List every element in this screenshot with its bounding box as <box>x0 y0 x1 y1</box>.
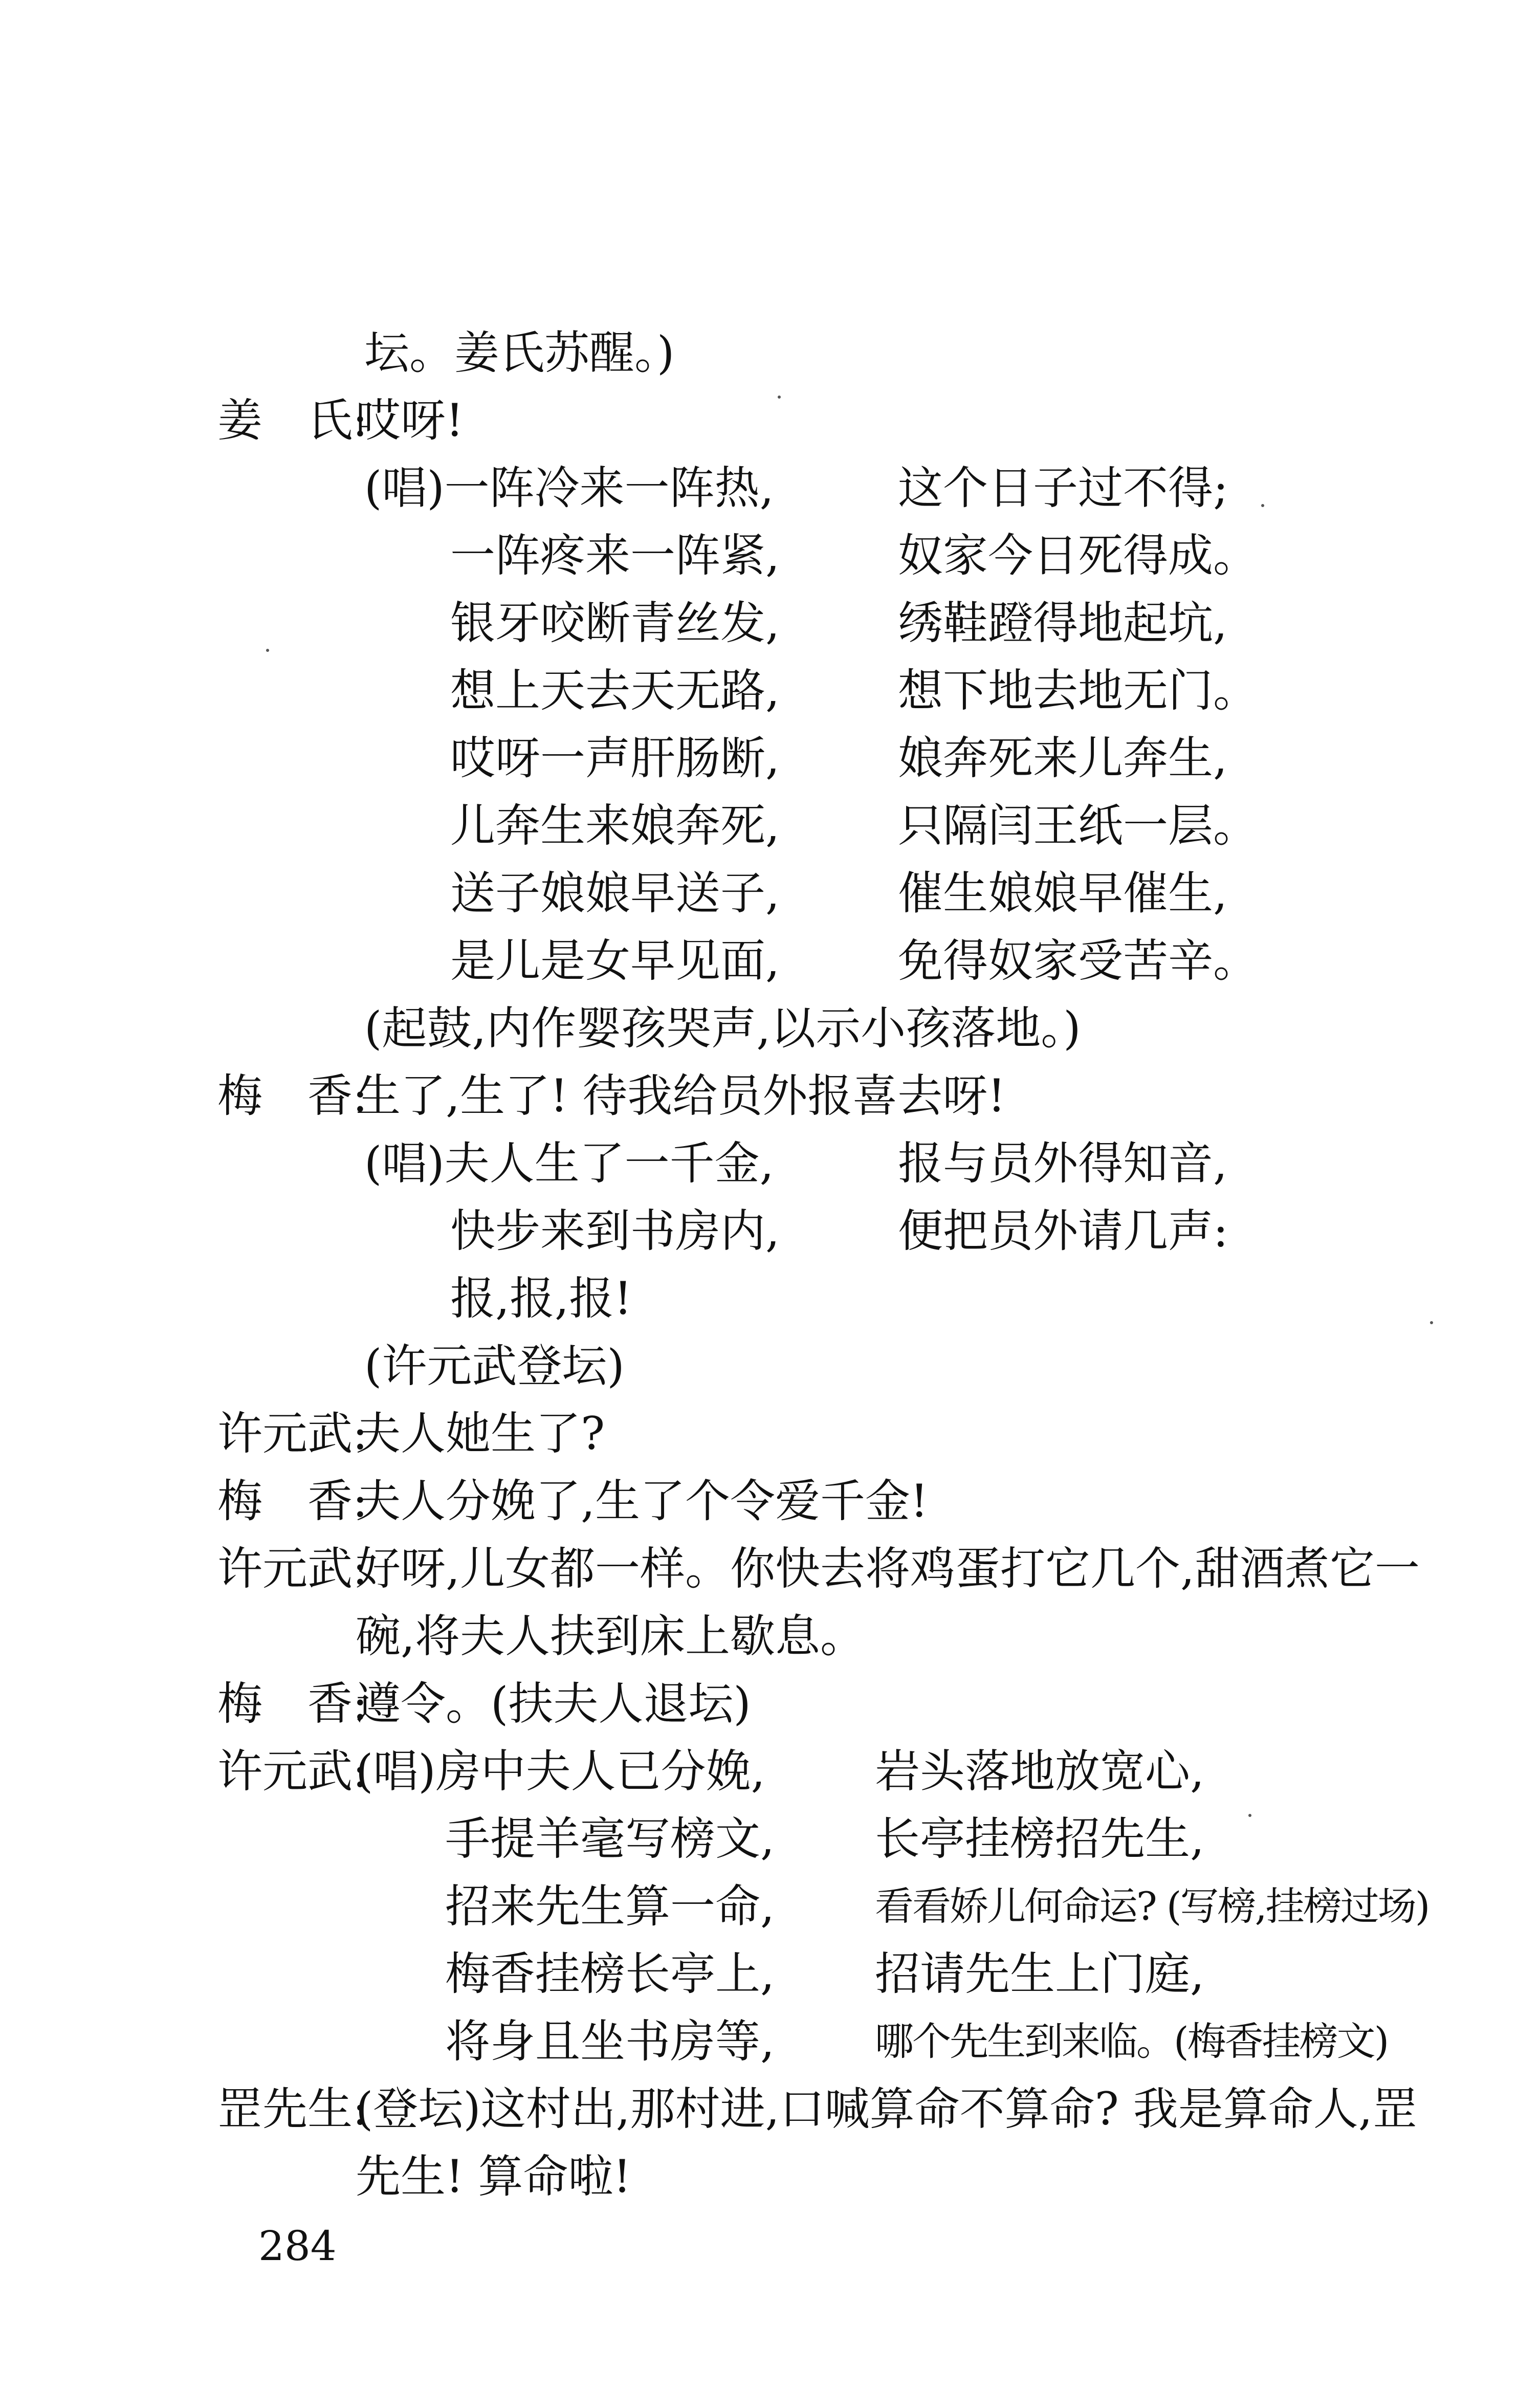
line-text: 快步来到书房内, <box>450 1204 780 1257</box>
line-text: 想上天去天无路, <box>450 664 780 717</box>
line-text: 儿奔生来娘奔死, <box>450 799 780 852</box>
line-text: 手提羊毫写榜文, <box>445 1812 775 1865</box>
line-text: 长亭挂榜招先生, <box>875 1812 1204 1865</box>
line-text: 奴家今日死得成。 <box>898 529 1259 582</box>
verse-line-left <box>364 1138 774 1189</box>
line-text: 催生娘娘早催生, <box>898 867 1227 919</box>
text-line <box>217 395 464 446</box>
scan-speck <box>778 396 781 399</box>
line-text: 免得奴家受苦辛。 <box>898 934 1259 987</box>
line-text: 报与员外得知音, <box>898 1137 1227 1190</box>
speaker-name: 梅 香: <box>217 1677 368 1730</box>
verse-line-left <box>450 665 780 716</box>
verse-line-right <box>898 665 1258 716</box>
line-text: 碗,将夫人扶到床上歇息。 <box>356 1610 865 1662</box>
line-text: 便把员外请几声: <box>898 1204 1228 1257</box>
verse-line-left <box>450 1206 780 1257</box>
verse-line-left <box>450 935 780 987</box>
verse-line-right <box>875 1881 1428 1932</box>
text-line <box>217 1476 928 1527</box>
line-text: (许元武登坛) <box>364 1340 625 1392</box>
line-text: 银牙咬断青丝发, <box>450 597 780 649</box>
verse-line-right <box>875 2016 1388 2067</box>
verse-line-left <box>445 1813 775 1865</box>
scan-speck <box>266 649 269 652</box>
line-text: 夫人分娩了,生了个令爱千金! <box>356 1475 929 1527</box>
line-text: 夫人她生了? <box>356 1407 605 1460</box>
line-text: 好呀,儿女都一样。你快去将鸡蛋打它几个,甜酒煮它一 <box>356 1542 1420 1595</box>
line-text: 这个日子过不得; <box>898 462 1228 514</box>
verse-line-right <box>898 733 1227 784</box>
verse-line-right <box>875 1813 1204 1865</box>
line-text: 想下地去地无门。 <box>898 664 1259 717</box>
verse-line-left <box>450 530 780 581</box>
speaker-name: 梅 香: <box>217 1069 368 1122</box>
page-number: 284 <box>258 2222 337 2270</box>
line-text: 只隔闫王纸一层。 <box>898 799 1259 852</box>
line-text: (唱)夫人生了一千金, <box>364 1137 774 1190</box>
speaker-name: 梅 香: <box>217 1475 368 1527</box>
verse-line-left <box>450 868 780 919</box>
line-text: 哎呀! <box>356 394 464 447</box>
text-line <box>356 1611 865 1662</box>
verse-line-left <box>445 1881 775 1932</box>
line-text: 哎呀一声肝肠断, <box>450 732 780 784</box>
text-line <box>217 1543 1420 1594</box>
text-line <box>217 1070 1006 1122</box>
stage-direction <box>364 1341 625 1392</box>
verse-line-right <box>898 598 1227 649</box>
verse-line-left <box>450 800 780 851</box>
line-text: 送子娘娘早送子, <box>450 867 780 919</box>
line-text: 坛。姜氏苏醒。) <box>364 326 675 379</box>
line-text: 生了,生了! 待我给员外报喜去呀! <box>356 1069 1006 1122</box>
speaker-name: 罡先生: <box>217 2083 368 2135</box>
text-line <box>364 327 674 379</box>
line-text: 看看娇儿何命运? (写榜,挂榜过场) <box>875 1883 1429 1929</box>
speaker-name: 姜 氏: <box>217 394 368 447</box>
text-line <box>217 1746 765 1797</box>
line-text: 是儿是女早见面, <box>450 934 780 987</box>
line-text: (唱)一阵冷来一阵热, <box>364 462 774 514</box>
verse-line-left <box>450 733 780 784</box>
verse-line-right <box>875 1746 1204 1797</box>
verse-line-left <box>450 598 780 649</box>
verse-line-right <box>898 800 1258 851</box>
verse-line-right <box>875 1948 1204 2000</box>
verse-line-right <box>898 530 1258 581</box>
verse-line-right <box>898 1206 1228 1257</box>
text-line <box>217 1678 751 1729</box>
scan-speck <box>1430 1321 1433 1324</box>
line-text: (登坛)这村出,那村进,口喊算命不算命? 我是算命人,罡 <box>356 2083 1418 2135</box>
line-text: 一阵疼来一阵紧, <box>450 529 780 582</box>
speaker-name: 许元武: <box>217 1745 368 1798</box>
verse-line-right <box>898 935 1258 987</box>
text-line <box>217 2084 1418 2135</box>
stage-direction <box>364 1003 1081 1054</box>
line-text: 先生! 算命啦! <box>356 2150 631 2203</box>
verse-line-left <box>445 2016 775 2067</box>
line-text: 将身且坐书房等, <box>445 2015 775 2068</box>
verse-line-right <box>898 1138 1227 1189</box>
speaker-name: 许元武: <box>217 1407 368 1460</box>
line-text: 梅香挂榜长亭上, <box>445 1947 775 2000</box>
verse-line-left <box>450 1273 632 1324</box>
scan-speck <box>1261 504 1264 507</box>
text-line <box>217 1408 605 1459</box>
verse-line-left <box>445 1948 775 2000</box>
line-text: 招请先生上门庭, <box>875 1947 1204 2000</box>
verse-line-right <box>898 463 1228 514</box>
verse-line-right <box>898 868 1227 919</box>
line-text: 哪个先生到来临。(梅香挂榜文) <box>875 2019 1388 2064</box>
text-line <box>356 2151 631 2202</box>
line-text: 遵令。(扶夫人退坛) <box>356 1677 751 1730</box>
line-text: 岩头落地放宽心, <box>875 1745 1204 1798</box>
line-text: 娘奔死来儿奔生, <box>898 732 1227 784</box>
line-text: 招来先生算一命, <box>445 1880 775 1933</box>
verse-line-left <box>364 463 774 514</box>
speaker-name: 许元武: <box>217 1542 368 1595</box>
scan-speck <box>1248 1814 1251 1817</box>
line-text: (起鼓,内作婴孩哭声,以示小孩落地。) <box>364 1002 1081 1055</box>
line-text: 绣鞋蹬得地起坑, <box>898 597 1227 649</box>
line-text: (唱)房中夫人已分娩, <box>356 1745 765 1798</box>
line-text: 报,报,报! <box>450 1272 632 1325</box>
